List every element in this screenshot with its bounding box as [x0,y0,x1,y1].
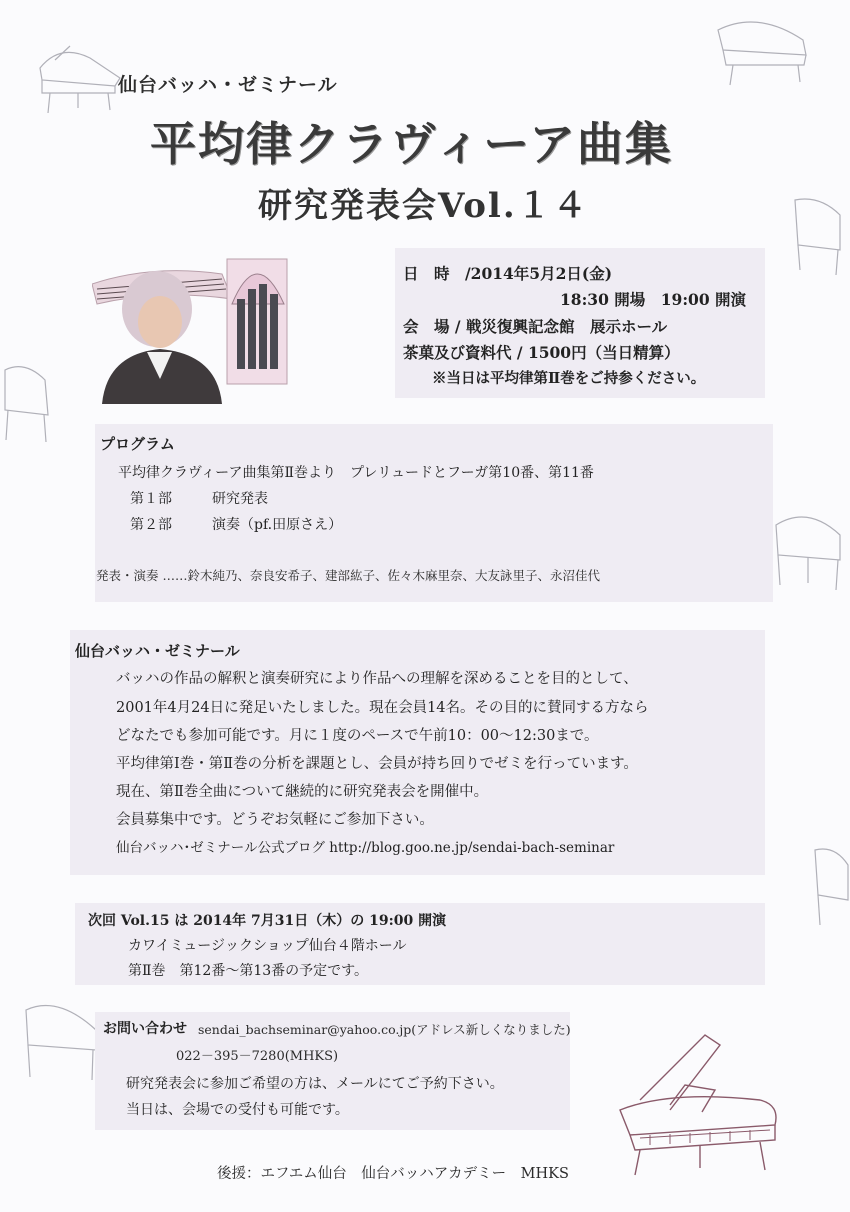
part1-label: 第１部 [130,491,172,507]
piano-sketch-bottom-left [18,995,103,1085]
piano-sketch-right-3 [810,840,850,930]
grand-piano-illustration [610,1030,790,1180]
fee-line: 茶菓及び資料代 / 1500円（当日精算） [403,343,680,362]
about-line-5: 現在、第Ⅱ巻全曲について継続的に研究発表会を開催中。 [116,784,489,800]
bach-portrait-illustration [92,244,302,404]
about-line-6: 会員募集中です。どうぞお気軽にご参加下さい。 [116,812,434,828]
about-line-2: 2001年4月24日に発足いたしました。現在会員14名。その目的に賛同する方なら [116,700,649,716]
next-event-line-1: 次回 Vol.15 は 2014年 7月31日（木）の 19:00 開演 [88,913,447,929]
piano-sketch-right-1 [790,190,845,280]
organizer-heading: 仙台バッハ・ゼミナール [118,74,338,96]
about-line-1: バッハの作品の解釈と演奏研究により作品への理解を深めることを目的として、 [116,671,638,687]
venue-line: 会 場 / 戦災復興記念館 展示ホール [403,317,668,336]
contact-line-1: 研究発表会に参加ご希望の方は、メールにてご予約下さい。 [126,1076,504,1092]
program-heading: プログラム [100,435,175,453]
contact-email[interactable]: sendai_bachseminar@yahoo.co.jp(アドレス新しくなりました) [198,1022,571,1037]
program-work: 平均律クラヴィーア曲集第Ⅱ巻より プレリュードとフーガ第10番、第11番 [118,465,594,481]
event-subtitle: 研究発表会Vol.１４ [258,186,589,226]
part1-text: 研究発表 [212,491,268,507]
presenters-line: 発表・演奏 ……鈴木純乃、奈良安希子、建部紘子、佐々木麻里奈、大友詠里子、永沼佳代 [96,568,600,583]
next-event-line-2: カワイミュージックショップ仙台４階ホール [128,938,407,954]
blog-link[interactable]: 仙台バッハ･ゼミナール公式ブログ http://blog.goo.ne.jp/sendai-bach-seminar [116,840,615,856]
part2-text: 演奏（pf.田原さえ） [212,517,343,533]
contact-line-2: 当日は、会場での受付も可能です。 [126,1102,349,1118]
part2-label: 第２部 [130,517,172,533]
about-heading: 仙台バッハ・ゼミナール [75,642,240,660]
about-line-4: 平均律第Ⅰ巻・第Ⅱ巻の分析を課題とし、会員が持ち回りでゼミを行っています。 [116,756,638,772]
piano-sketch-top-right [708,10,818,90]
piano-sketch-left-1 [0,360,55,450]
contact-phone: 022－395－7280(MHKS) [176,1049,339,1064]
date-line: 日 時 /2014年5月2日(金) [403,264,613,283]
page-title: 平均律クラヴィーア曲集 [150,117,673,171]
piano-sketch-top-left [30,38,130,118]
sponsors-footer: 後援：エフエム仙台 仙台バッハアカデミー MHKS [217,1166,569,1182]
next-event-line-3: 第Ⅱ巻 第12番～第13番の予定です。 [128,963,369,979]
note-line: ※当日は平均律第Ⅱ巻をご持参ください。 [432,370,706,387]
about-line-3: どなたでも参加可能です。月に１度のペースで午前10：00～12:30まで。 [116,728,599,744]
contact-heading: お問い合わせ [103,1021,187,1037]
piano-sketch-right-2 [768,505,848,595]
time-line: 18:30 開場 19:00 開演 [560,290,747,309]
